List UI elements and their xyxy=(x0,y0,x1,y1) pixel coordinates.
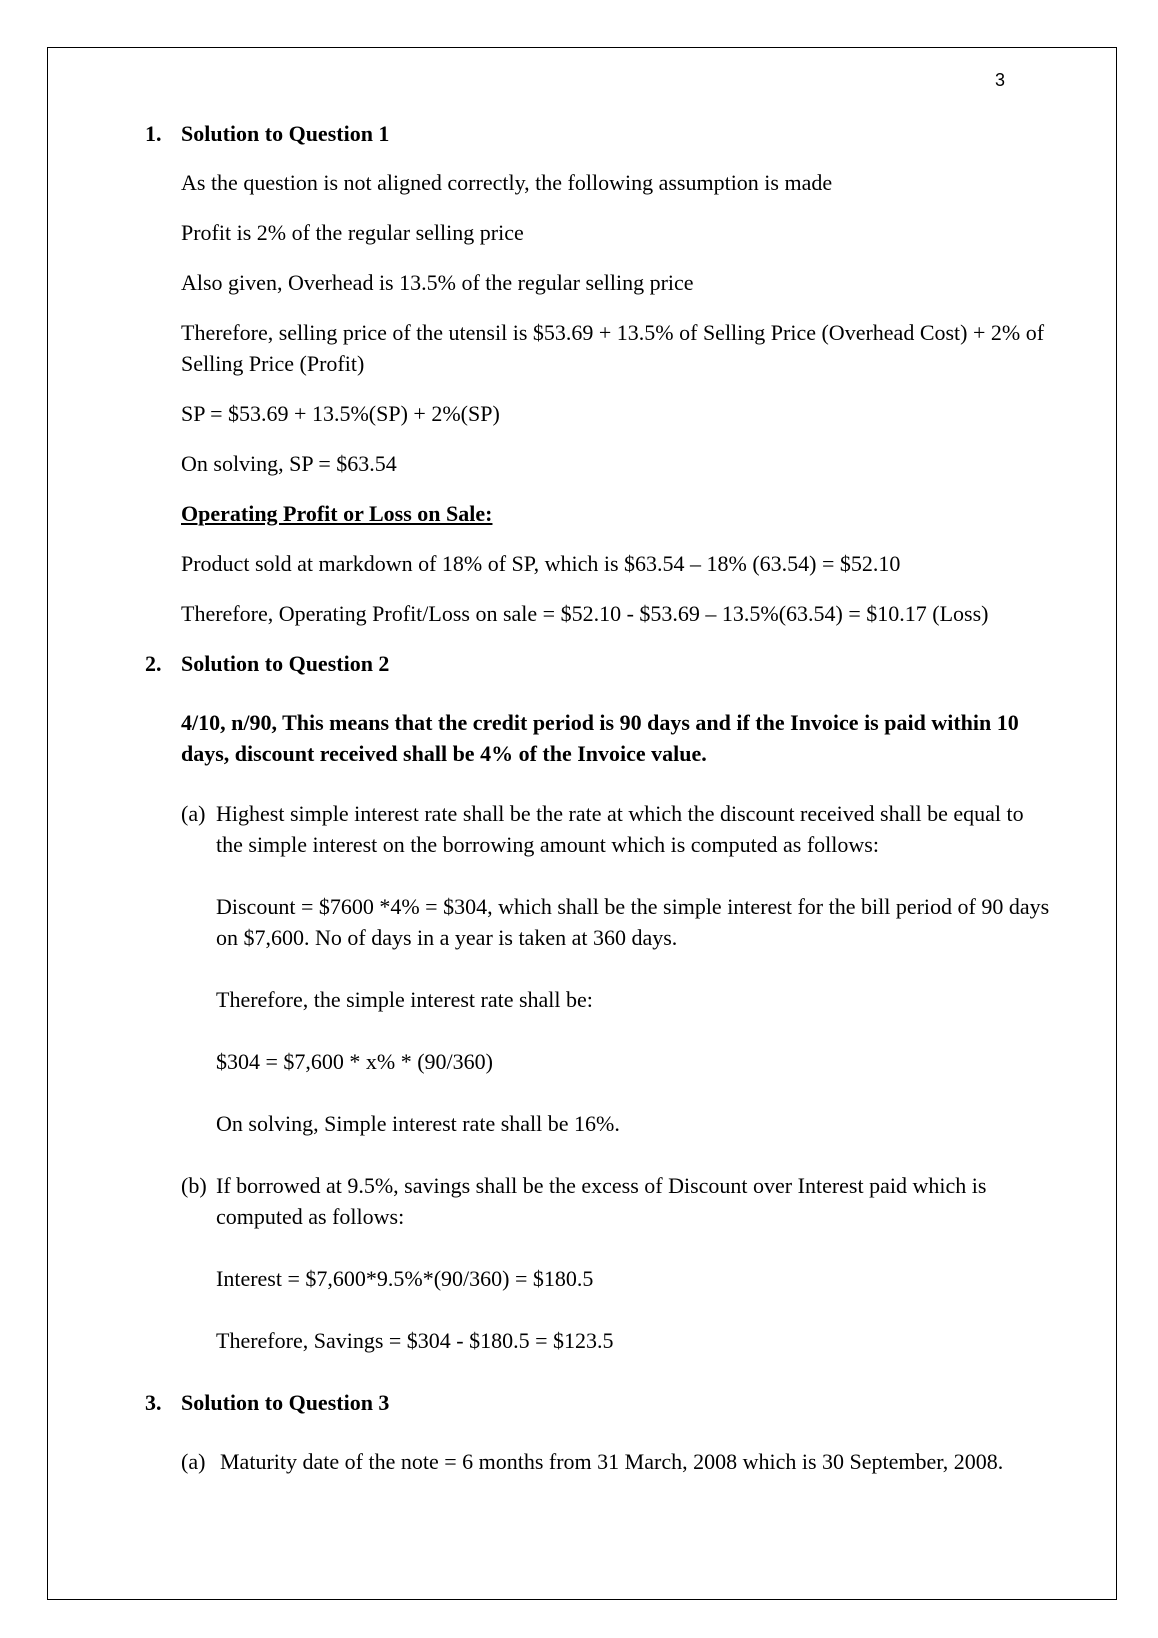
q3-number: 3. xyxy=(145,1390,162,1415)
q2-part-a xyxy=(181,798,1050,1170)
page-number: 3 xyxy=(994,70,1005,90)
q2-part-a-equation: $304 = $7,600 * x% * (90/360) xyxy=(216,1049,493,1074)
q2-part-b-equation: Interest = $7,600*9.5%*(90/360) = $180.5 xyxy=(216,1266,594,1291)
q1-body xyxy=(181,167,1050,629)
q3-part-a-label: (a) xyxy=(181,1449,206,1474)
q2-part-b-label: (b) xyxy=(181,1173,207,1198)
q2-part-a-result: On solving, Simple interest rate shall be 16%. xyxy=(216,1111,620,1136)
q2-part-a-body xyxy=(216,798,1050,1170)
q3-title: Solution to Question 3 xyxy=(181,1390,390,1415)
q3-part-a-paragraph: Maturity date of the note = 6 months from 31 March, 2008 which is 30 September, 2008. xyxy=(220,1449,1004,1474)
q1-conclusion: Therefore, Operating Profit/Loss on sale = $52.10 - $53.69 – 13.5%(63.54) = $10.17 (Loss) xyxy=(181,601,989,626)
q2-part-a-paragraph: Highest simple interest rate shall be the rate at which the discount received shall be equal to the simple interest on the borrowing amount which is computed as follows: xyxy=(216,801,1024,857)
q2-heading xyxy=(145,648,1050,679)
q3-body xyxy=(181,1446,1050,1477)
q1-equation: SP = $53.69 + 13.5%(SP) + 2%(SP) xyxy=(181,401,500,426)
q1-paragraph: Profit is 2% of the regular selling price xyxy=(181,220,524,245)
document-body xyxy=(145,118,1050,1477)
q1-heading xyxy=(145,118,1050,149)
q2-part-b-paragraph: If borrowed at 9.5%, savings shall be the excess of Discount over Interest paid which is computed as follows: xyxy=(216,1173,987,1229)
q2-number: 2. xyxy=(145,651,162,676)
q1-number: 1. xyxy=(145,121,162,146)
q3-heading xyxy=(145,1387,1050,1418)
q1-paragraph: Product sold at markdown of 18% of SP, which is $63.54 – 18% (63.54) = $52.10 xyxy=(181,551,901,576)
q2-body xyxy=(181,707,1050,1387)
q1-paragraph: Also given, Overhead is 13.5% of the regular selling price xyxy=(181,270,694,295)
q1-paragraph: Therefore, selling price of the utensil is $53.69 + 13.5% of Selling Price (Overhead Cost) + 2% of Selling Price (Profit) xyxy=(181,320,1045,376)
q1-subheading: Operating Profit or Loss on Sale: xyxy=(181,501,493,526)
q2-part-b-body xyxy=(216,1170,1050,1387)
q2-part-b-result: Therefore, Savings = $304 - $180.5 = $123.5 xyxy=(216,1328,614,1353)
q2-part-b xyxy=(181,1170,1050,1387)
q2-intro: 4/10, n/90, This means that the credit period is 90 days and if the Invoice is paid within 10 days, discount received shall be 4% of the Invoice value. xyxy=(181,710,1019,766)
q2-part-a-paragraph: Discount = $7600 *4% = $304, which shall be the simple interest for the bill period of 90 days on $7,600. No of days in a year is taken at 360 days. xyxy=(216,894,1050,950)
q1-result: On solving, SP = $63.54 xyxy=(181,451,397,476)
q3-part-a xyxy=(181,1446,1050,1477)
q1-paragraph: As the question is not aligned correctly, the following assumption is made xyxy=(181,170,833,195)
q1-title: Solution to Question 1 xyxy=(181,121,390,146)
q2-title: Solution to Question 2 xyxy=(181,651,390,676)
q3-part-a-body xyxy=(220,1446,1003,1477)
q2-part-a-paragraph: Therefore, the simple interest rate shall be: xyxy=(216,987,593,1012)
q2-part-a-label: (a) xyxy=(181,801,206,826)
